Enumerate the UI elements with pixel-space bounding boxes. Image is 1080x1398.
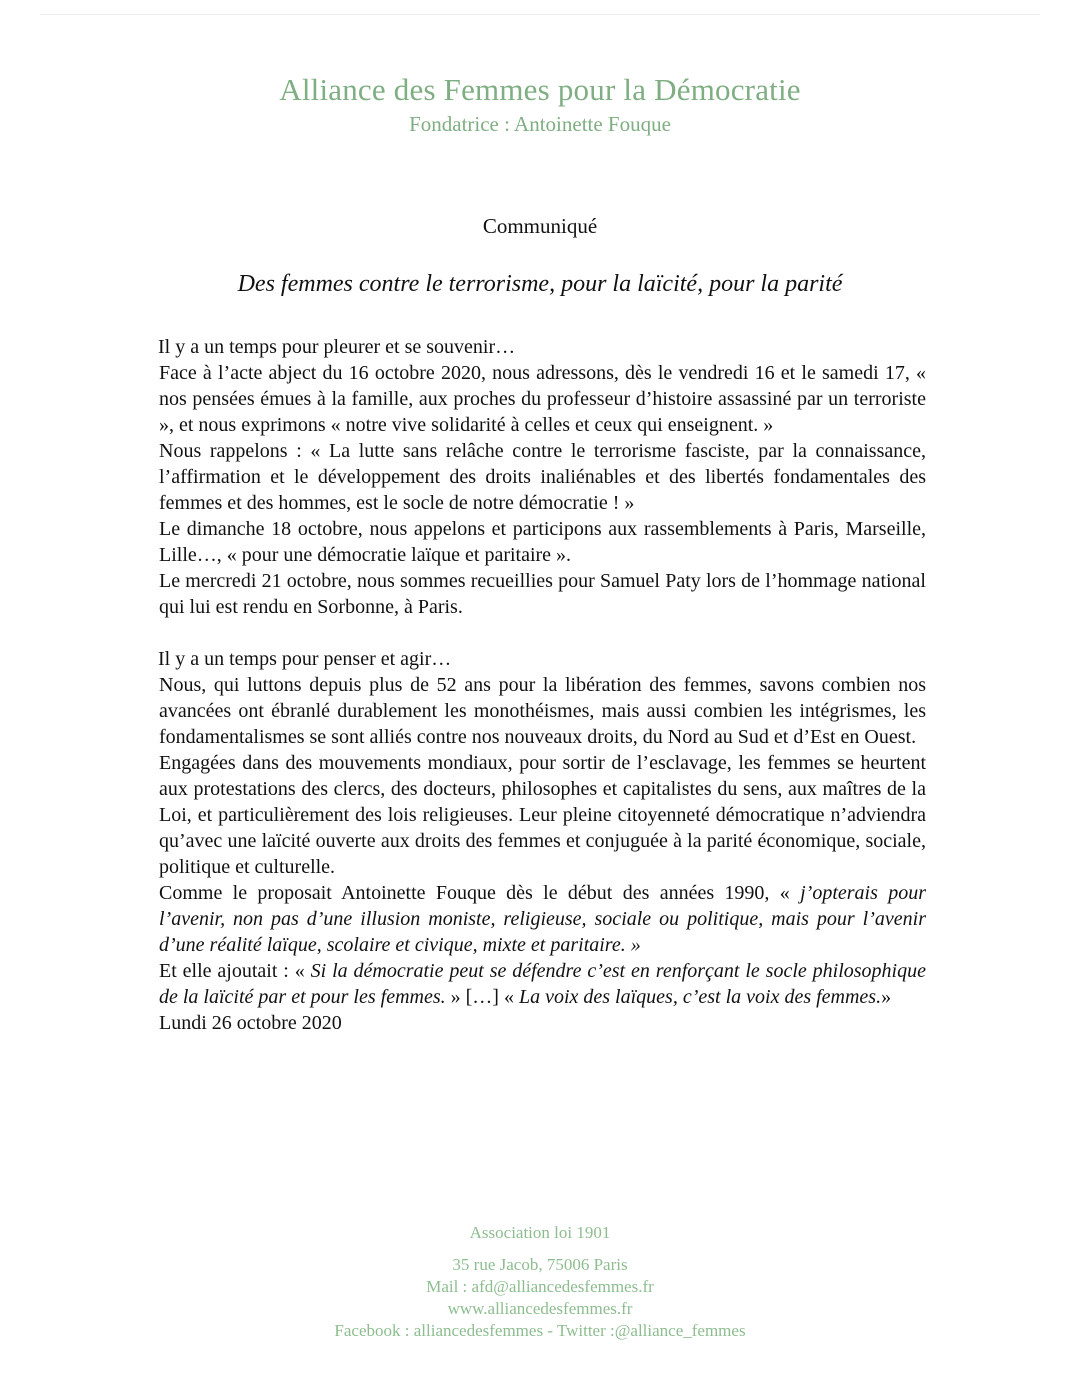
section2-paragraph-4 [159,958,926,1010]
quote-intro: Comme le proposait Antoinette Fouque dès le début des années 1990, « [159,882,801,904]
document-title: Des femmes contre le terrorisme, pour la laïcité, pour la parité [237,271,843,297]
section2-paragraph-3 [159,880,926,958]
association-status: Association loi 1901 [469,1223,611,1242]
communique-date: Lundi 26 octobre 2020 [159,1012,342,1034]
fouque-quote: La voix des laïques, c’est la voix des femmes. [518,986,882,1008]
postal-address: 35 rue Jacob, 75006 Paris [452,1255,628,1274]
section1-paragraph-3: Le dimanche 18 octobre, nous appelons et participons aux rassemblements à Paris, Marseille, Lille…, « pour une démocratie laïque et paritaire ». [159,518,926,566]
website-link[interactable]: www.alliancedesfemmes.fr [447,1299,633,1318]
quote-close: » [881,986,892,1008]
section1-lead: Il y a un temps pour pleurer et se souvenir… [158,336,516,358]
fouque-quote: j’opterais pour l’avenir, non pas d’une illusion moniste, religieuse, sociale ou politique, mais pour l’avenir d’une réalité laïque, scolaire et civique, mixte et paritaire. » [159,882,926,956]
communique-body [159,334,926,1036]
organization-name: Alliance des Femmes pour la Démocratie [279,72,801,107]
section-gap [159,620,926,646]
document-type: Communiqué [482,214,598,238]
section1-paragraph-1: Face à l’acte abject du 16 octobre 2020, nous adressons, dès le vendredi 16 et le samedi 17, « nos pensées émues à la famille, aux proches du professeur d’histoire assassiné par un terroriste », et nous exprimons « notre vive solidarité à celles et ceux qui enseignent. » [159,362,926,436]
quote-separator: » […] « [445,986,519,1008]
founder-line: Fondatrice : Antoinette Fouque [409,112,671,136]
quote-intro: Et elle ajoutait : « [159,960,311,982]
fouque-quote: Si la démocratie peut se défendre c’est en renforçant le socle philosophique de la laïcité par et pour les femmes. [159,960,926,1008]
section1-paragraph-2: Nous rappelons : « La lutte sans relâche contre le terrorisme fasciste, par la connaissance, l’affirmation et le développement des droits inaliénables et des libertés fondamentales des femmes et des hommes, est le socle de notre démocratie ! » [159,440,926,514]
section2-paragraph-1: Nous, qui luttons depuis plus de 52 ans pour la libération des femmes, savons combien nos avancées ont ébranlé durablement les monothéismes, mais aussi combien les intégrismes, les fondamentalismes se sont alliés contre nos nouveaux droits, du Nord au Sud et d’Est en Ouest. [159,674,926,748]
letterhead [0,70,1080,138]
section2-lead: Il y a un temps pour penser et agir… [158,648,452,670]
section1-paragraph-4: Le mercredi 21 octobre, nous sommes recueillies pour Samuel Paty lors de l’hommage national qui lui est rendu en Sorbonne, à Paris. [159,570,926,618]
footer-spacer [0,1244,1080,1254]
top-divider [40,14,1040,15]
footer [0,1222,1080,1342]
section2-paragraph-2: Engagées dans des mouvements mondiaux, pour sortir de l’esclavage, les femmes se heurtent aux protestations des clercs, des docteurs, philosophes et capitalistes du sens, aux maîtres de la Loi, et particulièrement des lois religieuses. Leur pleine citoyenneté démocratique n’adviendra qu’avec une laïcité ouverte aux droits des femmes et conjuguée à la parité économique, sociale, politique et culturelle. [159,752,926,878]
email-address[interactable]: Mail : afd@alliancedesfemmes.fr [426,1277,654,1296]
social-links[interactable]: Facebook : alliancedesfemmes - Twitter :@alliance_femmes [334,1321,746,1340]
